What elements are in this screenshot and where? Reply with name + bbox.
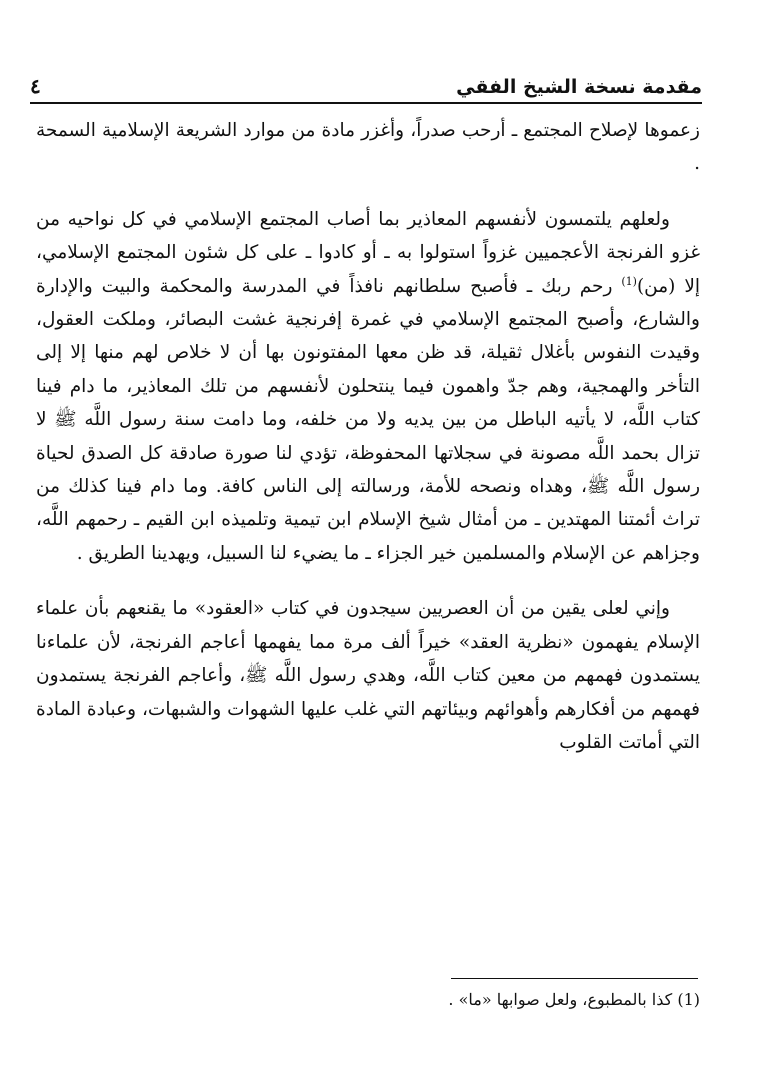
running-title: مقدمة نسخة الشيخ الفقي: [456, 76, 702, 98]
paragraph-2-part-2: رحم ربك ـ فأصبح سلطانهم نافذاً في المدرسة والمحكمة والبيت والإدارة والشارع، وأصبح المجتمع الإسلامي في غمرة إفرنجية غشت البصائر، وملكت العقول، وقيدت النفوس بأغلال ثقيلة، قد ظن معها المفتونون بها أن لا خلاص لهم منها إلا إلى التأخر والهمجية، وهم جدّ واهمون فيما ينتحلون لأنفسهم من تلك المعاذير، ما دام فينا كتاب اللَّه، لا يأتيه الباطل من بين يديه ولا من خلفه، وما دامت سنة رسول اللَّه ﷺ لا تزال بحمد اللَّه مصونة في سجلاتها المحفوظة، تؤدي لنا صورة صادقة كل الصدق لحياة رسول اللَّه ﷺ، وهداه ونصحه للأمة، ورسالته إلى الناس كافة. وما دام فينا كذلك من تراث أئمتنا المهتدين ـ من أمثال شيخ الإسلام ابن تيمية وتلميذه ابن القيم ـ رحمهم اللَّه، وجزاهم عن الإسلام والمسلمين خير الجزاء ـ ما يضيء لنا السبيل، ويهدينا الطريق .: [36, 275, 700, 564]
paragraph-1: زعموها لإصلاح المجتمع ـ أرحب صدراً، وأغزر مادة من موارد الشريعة الإسلامية السمحة .: [36, 120, 700, 175]
page-number: ٤: [30, 74, 41, 98]
paragraph-2-part-1: ولعلهم يلتمسون لأنفسهم المعاذير بما أصاب المجتمع الإسلامي في كل نواحيه من غزو الفرنجة الأعجميين غزواً استولوا به ـ أو كادوا ـ على كل شئون المجتمع الإسلامي، إلا (من): [36, 208, 701, 297]
footnote-rule: [451, 978, 698, 979]
footnote: (1) كذا بالمطبوع، ولعل صوابها «ما» .: [448, 990, 700, 1009]
running-header: [30, 68, 702, 98]
main-text: [36, 114, 700, 759]
header-rule: [30, 102, 702, 104]
footnote-marker: (1): [621, 274, 637, 288]
paragraph-2: [36, 203, 700, 570]
paragraph-3: وإني لعلى يقين من أن العصريين سيجدون في كتاب «العقود» ما يقنعهم بأن علماء الإسلام يفهمون «نظرية العقد» خيراً ألف مرة مما يفهمها أعاجم الفرنجة، لأن علماءنا يستمدون فهمهم من معين كتاب اللَّه، وهدي رسول اللَّه ﷺ، وأعاجم الفرنجة يستمدون فهمهم من أفكارهم وأهوائهم وبيئاتهم التي غلب عليها الشهوات والشبهات، وعبادة المادة التي أماتت القلوب: [36, 598, 700, 753]
